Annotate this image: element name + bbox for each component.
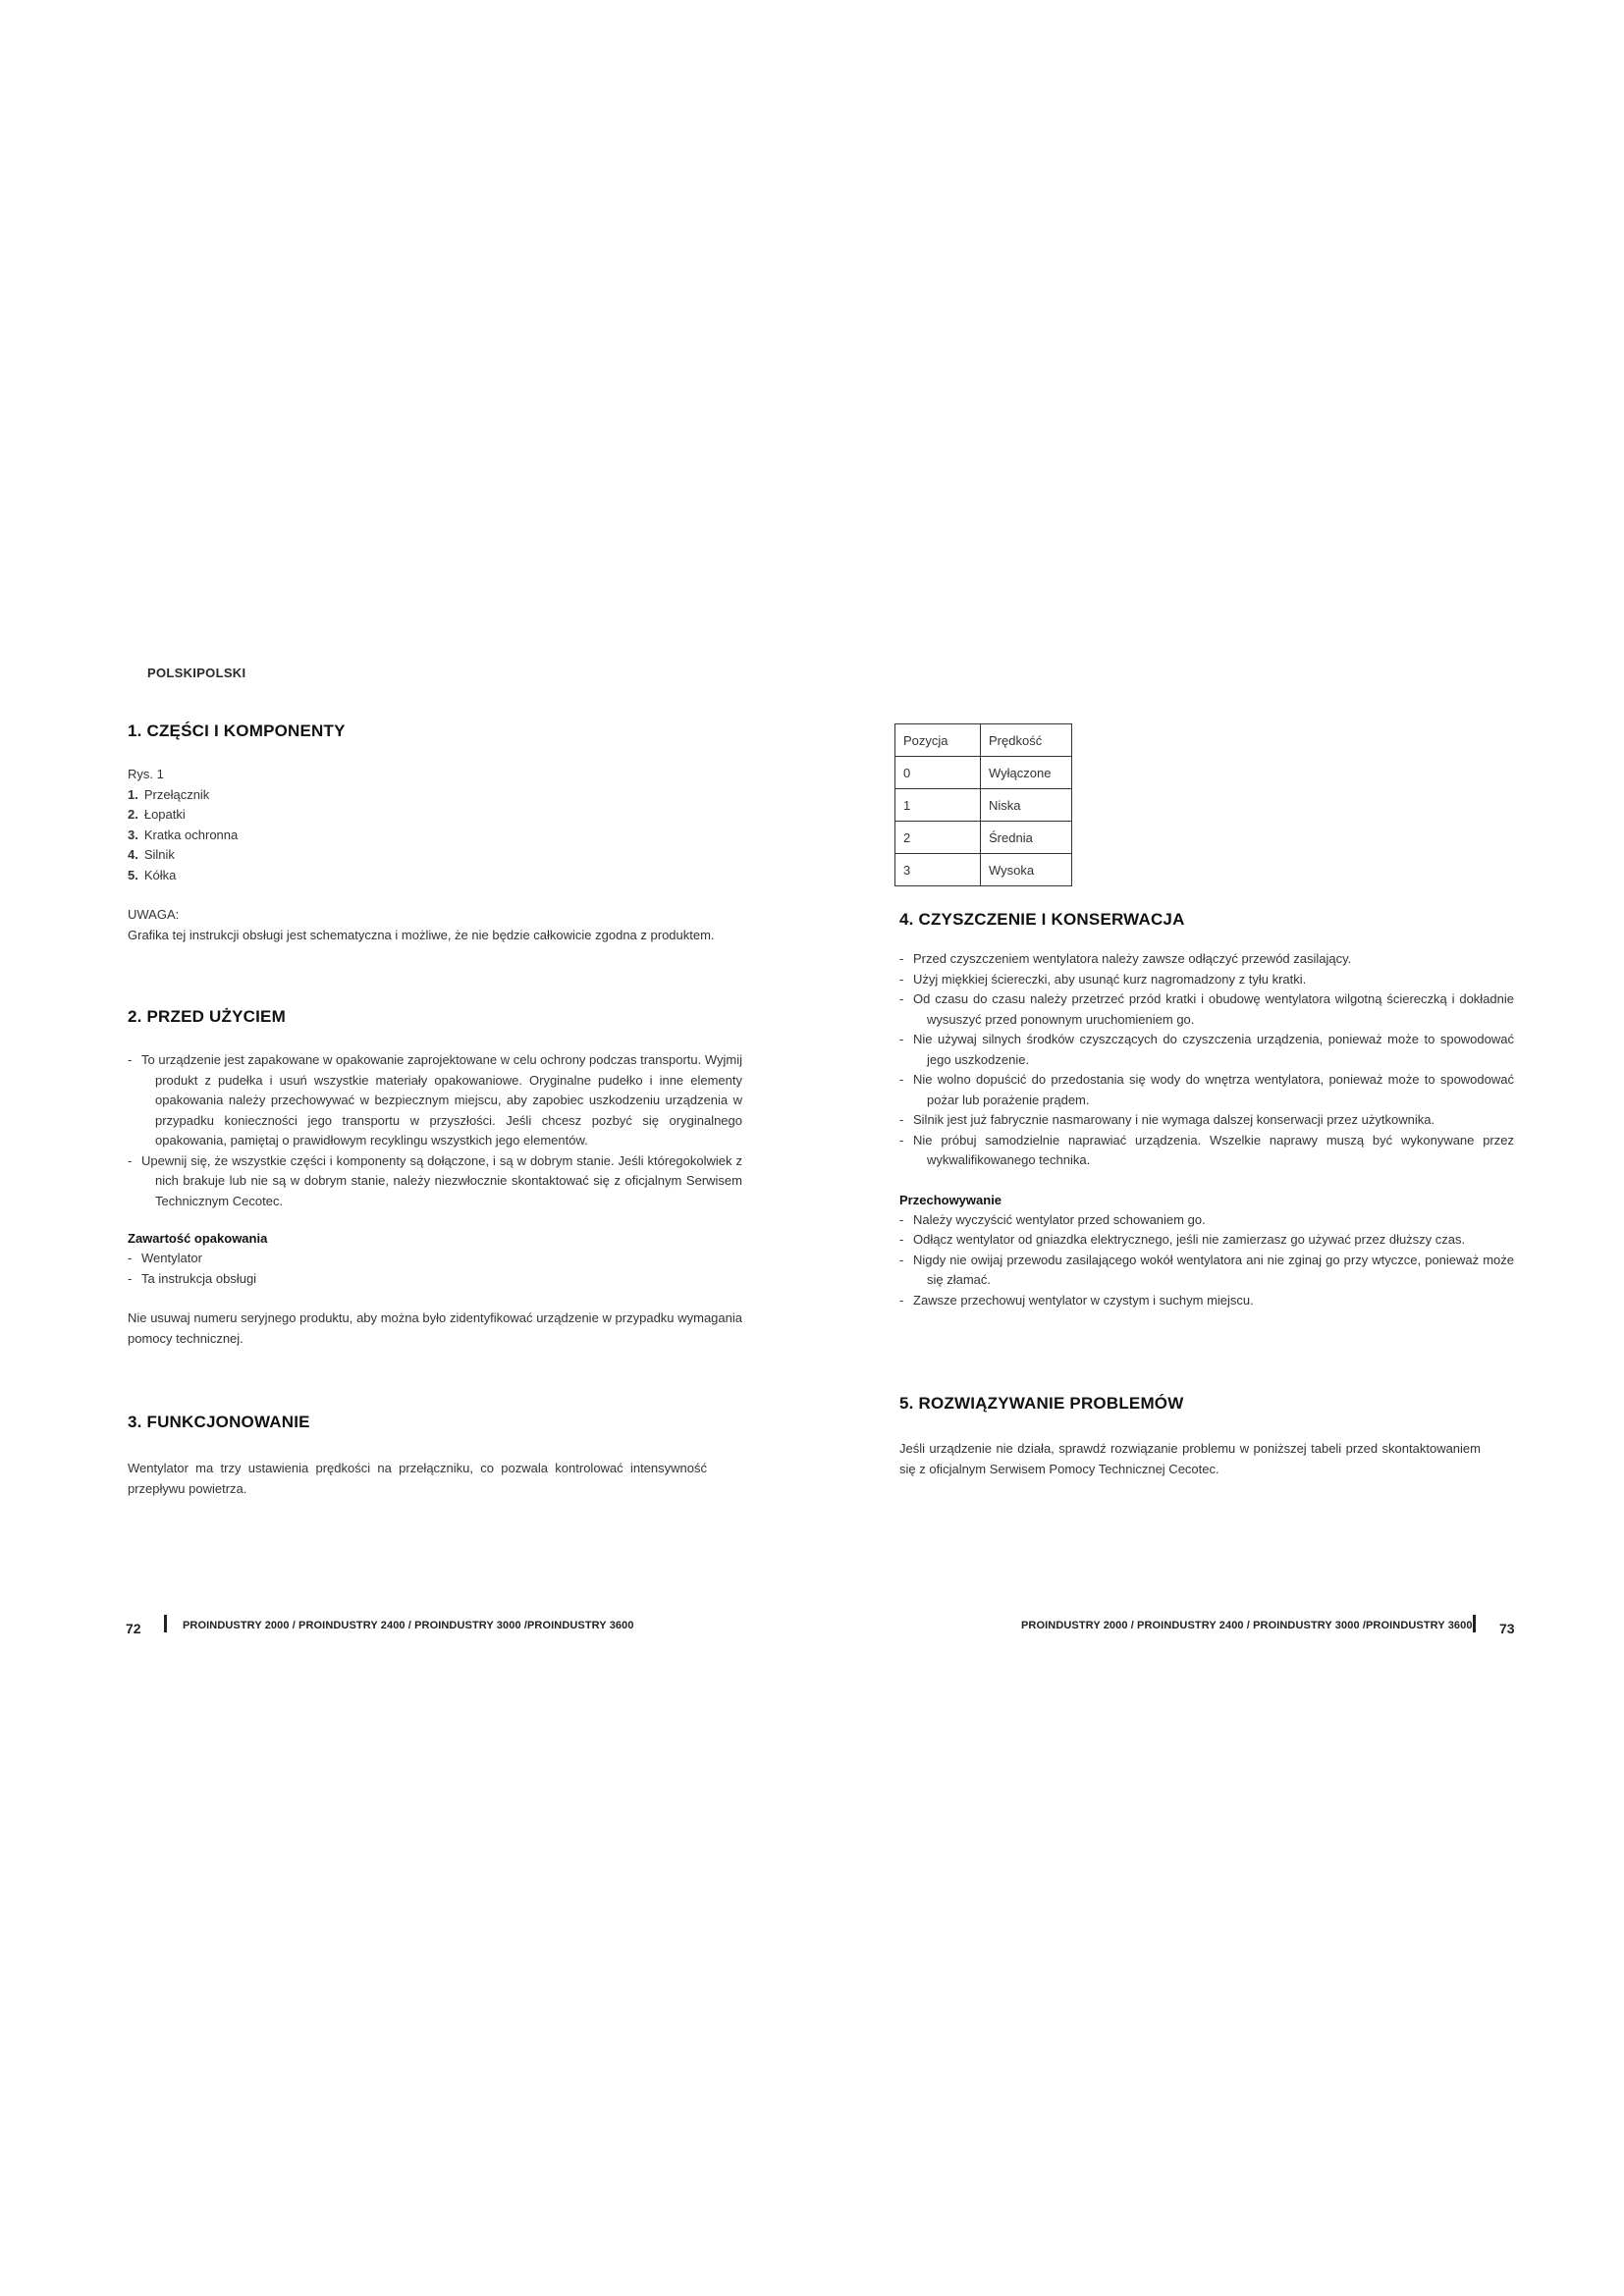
- parts-block: [128, 765, 736, 945]
- table-cell: 1: [895, 789, 981, 822]
- package-title: Zawartość opakowania: [128, 1231, 268, 1246]
- section-title-before-use: 2. PRZED UŻYCIEM: [128, 1007, 286, 1026]
- footer-divider: [1473, 1615, 1476, 1632]
- troubleshooting-text: Jeśli urządzenie nie działa, sprawdź rozwiązanie problemu w poniższej tabeli przed skontaktowaniem się z oficjalnym Serwisem Pomocy Technicznej Cecotec.: [899, 1441, 1481, 1476]
- table-row: [895, 822, 1072, 854]
- note-label: UWAGA:: [128, 907, 180, 922]
- before-use-list: [128, 1050, 742, 1211]
- parts-list: [128, 785, 736, 886]
- footer-models-left: PROINDUSTRY 2000 / PROINDUSTRY 2400 / PROINDUSTRY 3000 /PROINDUSTRY 3600: [183, 1620, 634, 1631]
- table-header-cell: Prędkość: [981, 724, 1072, 757]
- functioning-text: Wentylator ma trzy ustawienia prędkości na przełączniku, co pozwala kontrolować intensywność przepływu powietrza.: [128, 1461, 707, 1496]
- speed-table: [894, 723, 1072, 886]
- list-item: 2. Łopatki: [128, 807, 186, 822]
- table-cell: Wysoka: [981, 854, 1072, 886]
- table-header-cell: Pozycja: [895, 724, 981, 757]
- table-cell: Średnia: [981, 822, 1072, 854]
- serial-note: Nie usuwaj numeru seryjnego produktu, aby można było zidentyfikować urządzenie w przypadku wymagania pomocy technicznej.: [128, 1310, 742, 1346]
- section-title-troubleshooting: 5. ROZWIĄZYWANIE PROBLEMÓW: [899, 1394, 1184, 1413]
- figure-label: Rys. 1: [128, 767, 164, 781]
- footer-models-right: PROINDUSTRY 2000 / PROINDUSTRY 2400 / PROINDUSTRY 3000 /PROINDUSTRY 3600: [1021, 1620, 1473, 1631]
- note-text: Grafika tej instrukcji obsługi jest schematyczna i możliwe, że nie będzie całkowicie zgodna z produktem.: [128, 927, 715, 942]
- list-item: - Nie wolno dopuścić do przedostania się wody do wnętrza wentylatora, ponieważ może to spowodować pożar lub porażenie prądem.: [899, 1072, 1514, 1107]
- list-item: - Nie używaj silnych środków czyszczących do czyszczenia urządzenia, ponieważ może to spowodować jego uszkodzenie.: [899, 1032, 1514, 1067]
- list-item: - Ta instrukcja obsługi: [128, 1270, 257, 1286]
- list-item: - Od czasu do czasu należy przetrzeć przód kratki i obudowę wentylatora wilgotną ściereczką i dokładnie wysuszyć przed ponownym uruchomieniem go.: [899, 991, 1514, 1027]
- list-item: - Nie próbuj samodzielnie naprawiać urządzenia. Wszelkie naprawy muszą być wykonywane przez wykwalifikowanego technika.: [899, 1132, 1514, 1167]
- section-title-cleaning: 4. CZYSZCZENIE I KONSERWACJA: [899, 910, 1185, 929]
- list-item: - Należy wyczyścić wentylator przed schowaniem go.: [899, 1211, 1206, 1227]
- table-row: [895, 724, 1072, 757]
- table-row: [895, 757, 1072, 789]
- page-number-right: 73: [1499, 1621, 1515, 1636]
- cleaning-block: [899, 949, 1514, 1310]
- language-label: POLSKIPOLSKI: [147, 666, 246, 680]
- storage-title: Przechowywanie: [899, 1192, 1002, 1207]
- table-cell: Wyłączone: [981, 757, 1072, 789]
- list-item: - Odłącz wentylator od gniazdka elektrycznego, jeśli nie zamierzasz go używać przez dłuższy czas.: [899, 1232, 1466, 1247]
- list-item: - Nigdy nie owijaj przewodu zasilającego wokół wentylatora ani nie zginaj go przy wtyczce, ponieważ może się złamać.: [899, 1252, 1514, 1287]
- list-item: 1. Przełącznik: [128, 786, 210, 802]
- cleaning-list: [899, 949, 1514, 1171]
- list-item: - Wentylator: [128, 1251, 202, 1265]
- table-cell: 3: [895, 854, 981, 886]
- table-cell: 0: [895, 757, 981, 789]
- list-item: - Upewnij się, że wszystkie części i komponenty są dołączone, i są w dobrym stanie. Jeśli któregokolwiek z nich brakuje lub nie są w dobrym stanie, należy niezwłocznie skontaktować się z oficjalnym Serwisem Technicznym Cecotec.: [128, 1152, 742, 1208]
- footer-divider: [164, 1615, 167, 1632]
- section-title-parts: 1. CZĘŚCI I KOMPONENTY: [128, 721, 346, 740]
- list-item: - Zawsze przechowuj wentylator w czystym i suchym miejscu.: [899, 1292, 1254, 1308]
- list-item: - Przed czyszczeniem wentylatora należy zawsze odłączyć przewód zasilający.: [899, 951, 1352, 966]
- list-item: - To urządzenie jest zapakowane w opakowanie zaprojektowane w celu ochrony podczas transportu. Wyjmij produkt z pudełka i usuń wszystkie materiały opakowaniowe. Oryginalne pudełko i inne elementy opakowania należy przechowywać w bezpiecznym miejscu, aby zapobiec uszkodzeniu urządzenia w przypadku konieczności jego transportu w przyszłości. Jeśli chcesz pozbyć się oryginalnego opakowania, pamiętaj o prawidłowym recyklingu wszystkich jego elementów.: [128, 1052, 742, 1148]
- table-row: [895, 854, 1072, 886]
- table-row: [895, 789, 1072, 822]
- list-item: 3. Kratka ochronna: [128, 827, 239, 842]
- list-item: - Użyj miękkiej ściereczki, aby usunąć kurz nagromadzony z tyłu kratki.: [899, 971, 1307, 987]
- page-number-left: 72: [126, 1621, 141, 1636]
- storage-list: [899, 1210, 1514, 1311]
- table-cell: Niska: [981, 789, 1072, 822]
- package-list: [128, 1249, 742, 1289]
- before-use-block: [128, 1050, 742, 1349]
- list-item: 4. Silnik: [128, 847, 175, 862]
- table-cell: 2: [895, 822, 981, 854]
- list-item: 5. Kółka: [128, 867, 177, 882]
- list-item: - Silnik jest już fabrycznie nasmarowany i nie wymaga dalszej konserwacji przez użytkownika.: [899, 1112, 1435, 1127]
- section-title-functioning: 3. FUNKCJONOWANIE: [128, 1413, 310, 1431]
